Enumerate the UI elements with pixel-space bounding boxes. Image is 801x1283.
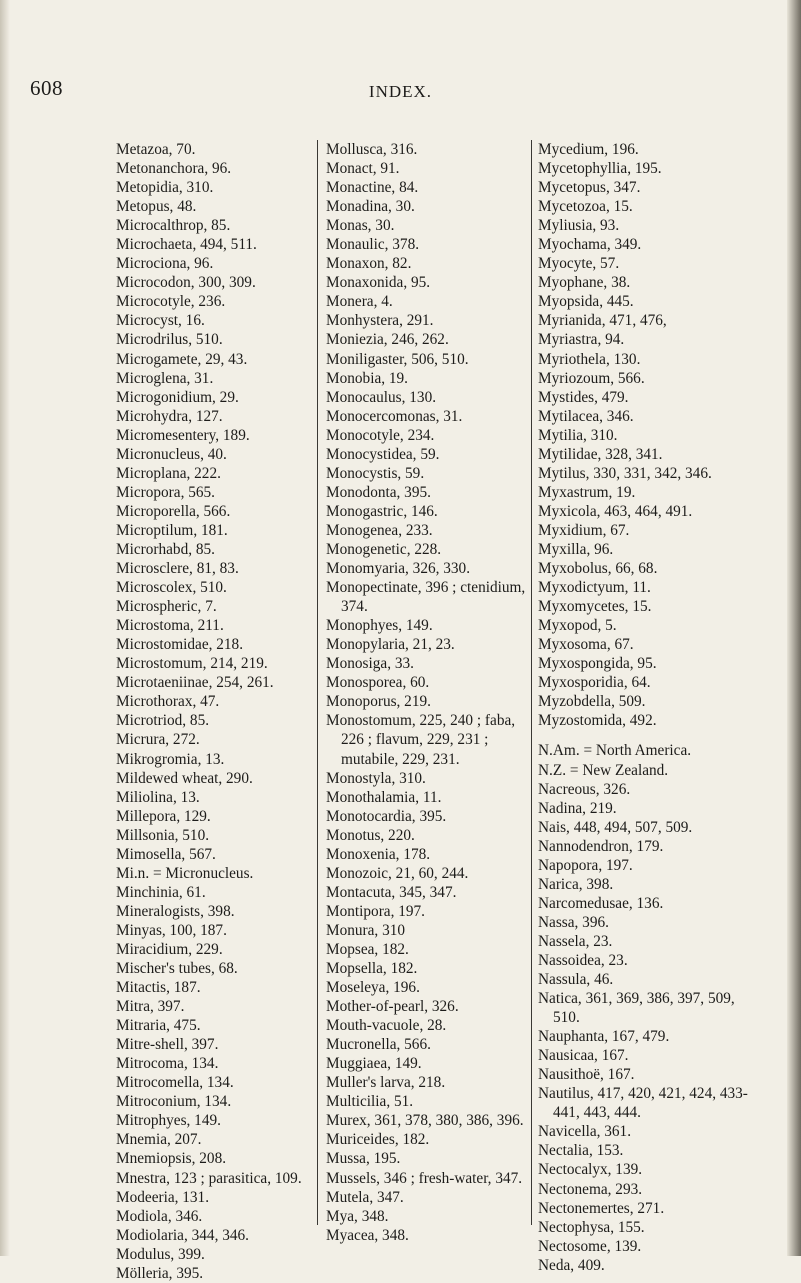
index-entry: Monosiga, 33.	[326, 655, 414, 673]
index-entry: Micropora, 565.	[116, 483, 215, 501]
index-entry: Nassoidea, 23.	[538, 951, 628, 969]
index-entry: Myophane, 38.	[538, 274, 631, 292]
index-entry: Mopsella, 182.	[326, 960, 418, 978]
index-entry: Monocystis, 59.	[326, 464, 425, 482]
index-entry: Montipora, 197.	[326, 902, 425, 920]
index-entry: Microsclere, 81, 83.	[116, 560, 239, 578]
index-entry: Mycetozoa, 15.	[538, 198, 633, 216]
index-column-2	[326, 140, 526, 1245]
index-entry: Microscolex, 510.	[116, 579, 227, 597]
index-entry: Monozoic, 21, 60, 244.	[326, 864, 469, 882]
column-rule-1	[317, 140, 318, 1225]
index-entry: Mitre-shell, 397.	[116, 1036, 219, 1054]
index-entry: Monas, 30.	[326, 217, 395, 235]
index-entry: Myxidium, 67.	[538, 521, 630, 539]
index-entry: Microptilum, 181.	[116, 521, 228, 539]
index-entry: Monoxenia, 178.	[326, 845, 431, 863]
index-entry: Mother-of-pearl, 326.	[326, 998, 459, 1016]
index-entry: Mya, 348.	[326, 1207, 389, 1225]
index-entry: Mi.n. = Micronucleus.	[116, 864, 254, 882]
index-entry: Mollusca, 316.	[326, 141, 418, 158]
index-entry: Muller's larva, 218.	[326, 1074, 446, 1092]
index-entry: Monocystidea, 59.	[326, 445, 440, 463]
index-entry: Myriothela, 130.	[538, 350, 641, 368]
index-entry: Nectalia, 153.	[538, 1142, 624, 1160]
index-entry: Monaxon, 82.	[326, 255, 412, 273]
index-entry: Miracidium, 229.	[116, 940, 223, 958]
index-entry: Monera, 4.	[326, 293, 393, 311]
index-entry: Myxilla, 96.	[538, 540, 614, 558]
index-entry: Mischer's tubes, 68.	[116, 960, 238, 978]
index-entry: Mystides, 479.	[538, 388, 629, 406]
index-entry: Nautilus, 417, 420, 421, 424, 433-441, 443, 444.	[538, 1085, 748, 1122]
index-entry: Modeeria, 131.	[116, 1188, 210, 1206]
index-entry: Monophyes, 149.	[326, 617, 433, 635]
index-entry: Mölleria, 395.	[116, 1264, 204, 1282]
index-entry: Montacuta, 345, 347.	[326, 883, 457, 901]
index-entry: Monomyaria, 326, 330.	[326, 560, 471, 578]
index-entry: Mytilus, 330, 331, 342, 346.	[538, 464, 712, 482]
index-entry: Metopidia, 310.	[116, 179, 214, 197]
page-shadow-left	[0, 0, 10, 1256]
index-entry: Modiola, 346.	[116, 1207, 203, 1225]
index-entry: Monosporea, 60.	[326, 674, 430, 692]
index-entry: Microstomum, 214, 219.	[116, 655, 268, 673]
index-entry: Myxodictyum, 11.	[538, 579, 651, 597]
index-entry: Myriastra, 94.	[538, 331, 625, 349]
index-entry: Nausicaa, 167.	[538, 1047, 629, 1065]
index-entry: Microgonidium, 29.	[116, 388, 239, 406]
index-entry: Myxicola, 463, 464, 491.	[538, 502, 693, 520]
index-entry: Myzobdella, 509.	[538, 693, 646, 711]
index-entry: Micronucleus, 40.	[116, 445, 227, 463]
index-entry: Modiolaria, 344, 346.	[116, 1226, 249, 1244]
index-entry: Mitrophyes, 149.	[116, 1112, 221, 1130]
index-entry: Monactine, 84.	[326, 179, 419, 197]
page-binding-edge	[787, 0, 801, 1256]
index-entry: Nassa, 396.	[538, 913, 609, 931]
index-entry: Napopora, 197.	[538, 856, 633, 874]
index-entry: Monotus, 220.	[326, 826, 415, 844]
index-entry: Myacea, 348.	[326, 1226, 409, 1244]
index-entry: Myocyte, 57.	[538, 255, 620, 273]
index-entry: Mnestra, 123 ; parasitica, 109.	[116, 1169, 302, 1187]
index-entry: Microtriod, 85.	[116, 712, 210, 730]
index-entry: Metazoa, 70.	[116, 141, 196, 158]
index-entry: Monopectinate, 396 ; ctenidium, 374.	[326, 579, 526, 616]
index-entry: Microtaeniinae, 254, 261.	[116, 674, 274, 692]
index-entry: Nassula, 46.	[538, 971, 614, 989]
index-entry: Millepora, 129.	[116, 807, 211, 825]
index-entry: Myliusia, 93.	[538, 217, 620, 235]
index-entry: Neda, 409.	[538, 1256, 605, 1274]
index-entry: Mutela, 347.	[326, 1188, 404, 1206]
index-entry: Moniligaster, 506, 510.	[326, 350, 469, 368]
index-entry: Microcodon, 300, 309.	[116, 274, 256, 292]
index-entry: Microcyst, 16.	[116, 312, 205, 330]
index-entry: Nectonemertes, 271.	[538, 1199, 665, 1217]
index-entry: Microplana, 222.	[116, 464, 221, 482]
index-entry: Natica, 361, 369, 386, 397, 509, 510.	[538, 990, 735, 1027]
running-head: INDEX.	[368, 82, 433, 101]
index-column-1	[116, 140, 306, 1283]
index-entry: Moniezia, 246, 262.	[326, 331, 449, 349]
index-entry: Microglena, 31.	[116, 369, 214, 387]
index-entry: Monobia, 19.	[326, 369, 409, 387]
index-entry: Mucronella, 566.	[326, 1036, 431, 1054]
index-entry: Monocercomonas, 31.	[326, 407, 463, 425]
index-entry: Narica, 398.	[538, 875, 614, 893]
index-entry: Nais, 448, 494, 507, 509.	[538, 818, 693, 836]
index-entry: Mouth-vacuole, 28.	[326, 1017, 447, 1035]
index-entry: Monostyla, 310.	[326, 769, 426, 787]
index-entry: Myriozoum, 566.	[538, 369, 645, 387]
index-entry: Muriceides, 182.	[326, 1131, 430, 1149]
index-entry: Microthorax, 47.	[116, 693, 220, 711]
index-entry: Monotocardia, 395.	[326, 807, 447, 825]
index-entry: N.Am. = North America.	[538, 742, 692, 760]
index-entry: Mitra, 397.	[116, 998, 185, 1016]
index-entry: Microchaeta, 494, 511.	[116, 236, 257, 254]
index-entry: Mimosella, 567.	[116, 845, 216, 863]
index-entry: Monact, 91.	[326, 160, 400, 178]
index-entry: Narcomedusae, 136.	[538, 894, 664, 912]
index-entry: Monhystera, 291.	[326, 312, 434, 330]
index-entry: Monaxonida, 95.	[326, 274, 431, 292]
index-entry: Mildewed wheat, 290.	[116, 769, 253, 787]
index-entry: Mopsea, 182.	[326, 940, 409, 958]
index-entry: Myxosoma, 67.	[538, 636, 634, 654]
index-entry: Mitrocoma, 134.	[116, 1055, 219, 1073]
index-entry: Microstoma, 211.	[116, 617, 224, 635]
index-entry: Microcotyle, 236.	[116, 293, 226, 311]
index-entry: Mitrocomella, 134.	[116, 1074, 234, 1092]
index-entry: Mycedium, 196.	[538, 141, 639, 158]
index-entry: Microcalthrop, 85.	[116, 217, 231, 235]
index-entry: Microrhabd, 85.	[116, 540, 215, 558]
index-entry: Micromesentery, 189.	[116, 426, 250, 444]
index-entry: Minyas, 100, 187.	[116, 921, 227, 939]
index-entry: Nectophysa, 155.	[538, 1218, 645, 1236]
index-entry: Muggiaea, 149.	[326, 1055, 422, 1073]
index-entry: Nacreous, 326.	[538, 780, 631, 798]
index-entry: Nectocalyx, 139.	[538, 1161, 643, 1179]
index-entry: Monopylaria, 21, 23.	[326, 636, 455, 654]
index-entry: Miliolina, 13.	[116, 788, 200, 806]
index-entry: Monogastric, 146.	[326, 502, 438, 520]
index-entry: Mikrogromia, 13.	[116, 750, 225, 768]
index-entry: Nadina, 219.	[538, 799, 617, 817]
index-entry: Monocotyle, 234.	[326, 426, 435, 444]
index-entry: Myochama, 349.	[538, 236, 642, 254]
index-entry: Microporella, 566.	[116, 502, 231, 520]
index-entry: Mineralogists, 398.	[116, 902, 235, 920]
index-entry: N.Z. = New Zealand.	[538, 761, 669, 779]
index-entry: Moseleya, 196.	[326, 979, 420, 997]
index-entry: Nectonema, 293.	[538, 1180, 643, 1198]
index-entry: Minchinia, 61.	[116, 883, 206, 901]
index-entry: Microgamete, 29, 43.	[116, 350, 248, 368]
index-entry: Mytilacea, 346.	[538, 407, 634, 425]
index-entry: Nectosome, 139.	[538, 1237, 642, 1255]
index-entry: Myzostomida, 492.	[538, 712, 657, 730]
index-entry: Mitactis, 187.	[116, 979, 201, 997]
index-entry: Nannodendron, 179.	[538, 837, 664, 855]
index-entry: Metonanchora, 96.	[116, 160, 232, 178]
index-entry: Millsonia, 510.	[116, 826, 210, 844]
index-entry: Microspheric, 7.	[116, 598, 217, 616]
index-entry: Monogenetic, 228.	[326, 540, 442, 558]
index-entry: Monogenea, 233.	[326, 521, 433, 539]
index-entry: Monostomum, 225, 240 ; faba, 226 ; flavum, 229, 231 ; mutabile, 229, 231.	[326, 712, 516, 768]
index-entry: Myxospongida, 95.	[538, 655, 657, 673]
index-entry: Microhydra, 127.	[116, 407, 223, 425]
index-entry: Monura, 310	[326, 921, 406, 939]
index-entry: Monaulic, 378.	[326, 236, 420, 254]
index-entry: Myxosporidia, 64.	[538, 674, 651, 692]
index-entry: Mytilidae, 328, 341.	[538, 445, 663, 463]
index-entry: Monodonta, 395.	[326, 483, 431, 501]
index-entry: Metopus, 48.	[116, 198, 197, 216]
index-entry: Nassela, 23.	[538, 932, 613, 950]
index-entry: Mycetophyllia, 195.	[538, 160, 662, 178]
column-rule-2	[531, 140, 532, 1225]
index-entry: Micrura, 272.	[116, 731, 200, 749]
index-entry: Monothalamia, 11.	[326, 788, 442, 806]
index-entry: Mitroconium, 134.	[116, 1093, 232, 1111]
index-entry: Microdrilus, 510.	[116, 331, 223, 349]
index-entry: Microstomidae, 218.	[116, 636, 244, 654]
index-entry: Mussa, 195.	[326, 1150, 401, 1168]
index-entry: Monoporus, 219.	[326, 693, 431, 711]
index-entry: Mycetopus, 347.	[538, 179, 641, 197]
index-entry: Nauphanta, 167, 479.	[538, 1028, 670, 1046]
index-entry: Mytilia, 310.	[538, 426, 618, 444]
index-entry: Myxastrum, 19.	[538, 483, 636, 501]
index-column-3	[538, 140, 760, 1275]
index-entry: Mnemia, 207.	[116, 1131, 202, 1149]
index-entry: Myrianida, 471, 476,	[538, 312, 667, 330]
index-entry: Multicilia, 51.	[326, 1093, 414, 1111]
index-entry: Mitraria, 475.	[116, 1017, 201, 1035]
index-entry: Myxopod, 5.	[538, 617, 617, 635]
index-entry: Monadina, 30.	[326, 198, 415, 216]
index-entry: Microciona, 96.	[116, 255, 214, 273]
index-entry: Mussels, 346 ; fresh-water, 347.	[326, 1169, 523, 1187]
index-entry: Mnemiopsis, 208.	[116, 1150, 227, 1168]
index-entry: Navicella, 361.	[538, 1123, 632, 1141]
index-entry: Myxobolus, 66, 68.	[538, 560, 658, 578]
index-entry: Myxomycetes, 15.	[538, 598, 652, 616]
index-entry: Monocaulus, 130.	[326, 388, 437, 406]
page-number: 608	[30, 76, 63, 100]
index-entry: Myopsida, 445.	[538, 293, 634, 311]
index-entry: Modulus, 399.	[116, 1245, 205, 1263]
index-entry: Murex, 361, 378, 380, 386, 396.	[326, 1112, 524, 1130]
index-entry: Nausithoë, 167.	[538, 1066, 635, 1084]
